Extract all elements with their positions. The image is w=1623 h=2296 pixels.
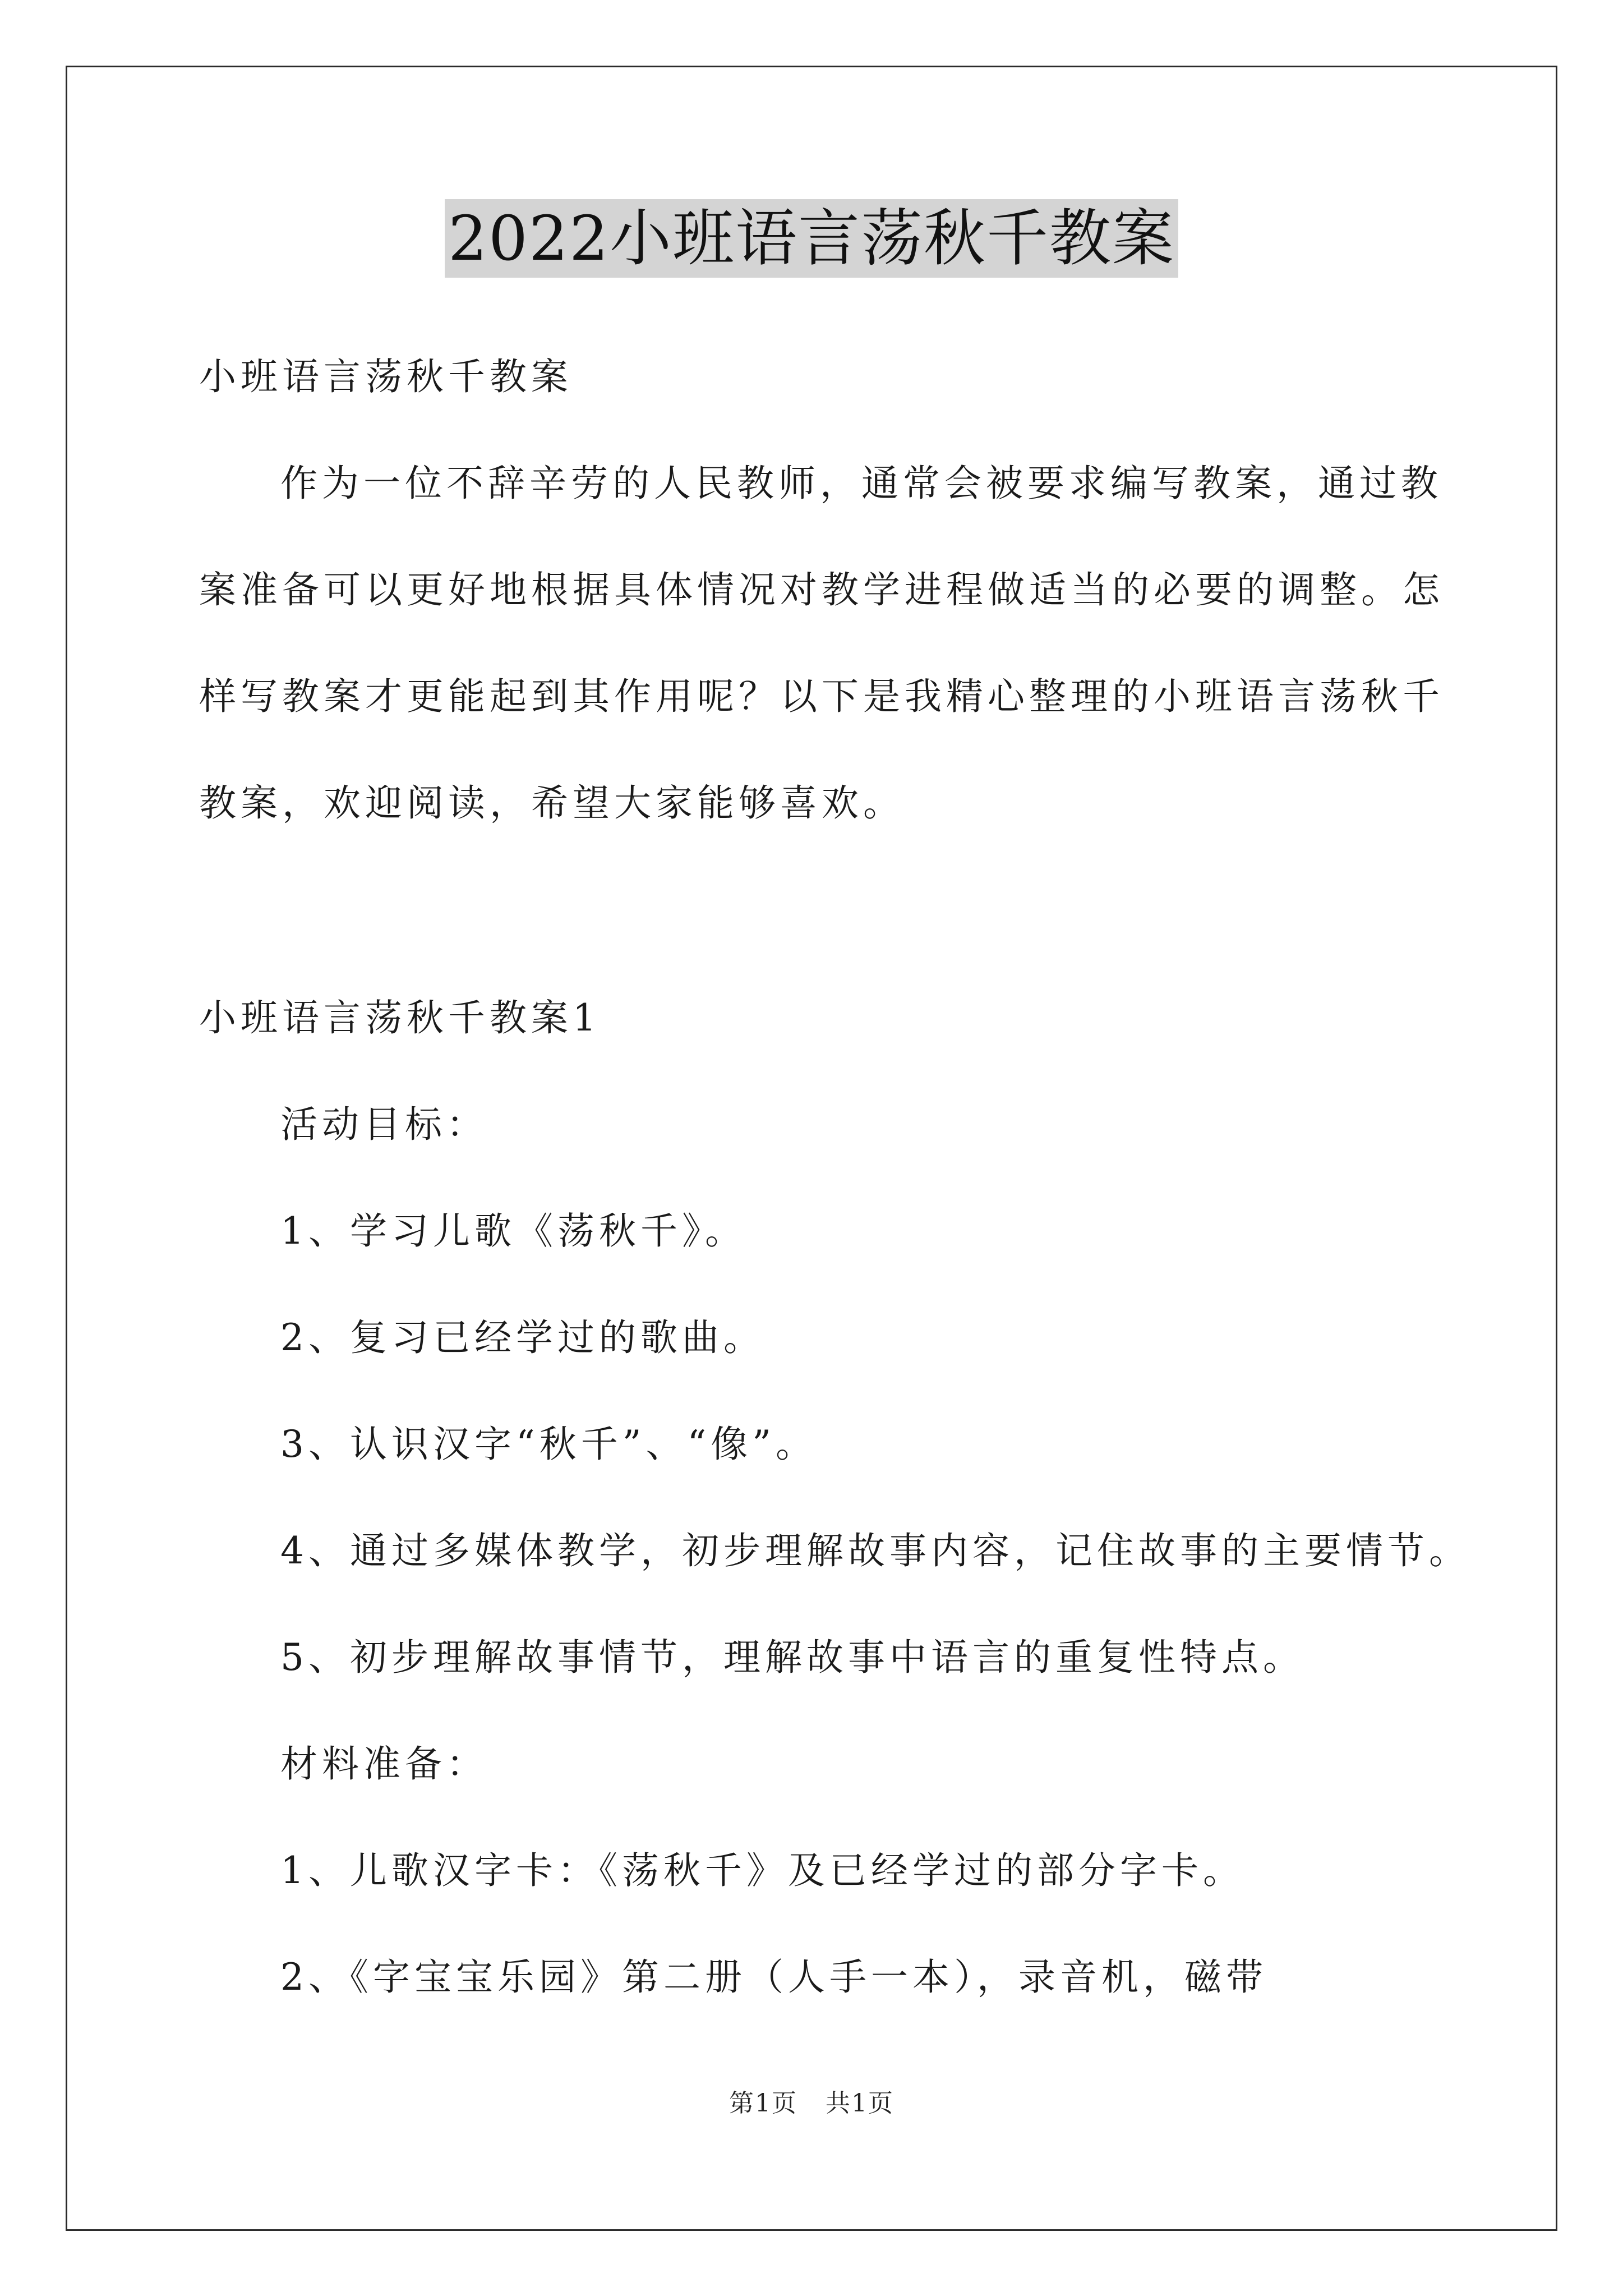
section-heading: 小班语言荡秋千教案1 (199, 996, 601, 1039)
material-item: 2、《字宝宝乐园》第二册（人手一本），录音机，磁带 (280, 1955, 1267, 1999)
intro-line: 教案，欢迎阅读，希望大家能够喜欢。 (199, 781, 905, 825)
intro-line: 作为一位不辞辛劳的人民教师，通常会被要求编写教案，通过教 (280, 462, 1442, 505)
material-item: 1、儿歌汉字卡：《荡秋千》及已经学过的部分字卡。 (280, 1849, 1244, 1892)
page-number: 第1页 (729, 2089, 797, 2118)
goals-heading: 活动目标： (280, 1103, 488, 1146)
goal-item: 3、认识汉字“秋千”、“像”。 (280, 1423, 817, 1466)
intro-line: 案准备可以更好地根据具体情况对教学进程做适当的必要的调整。怎 (199, 568, 1444, 611)
materials-heading: 材料准备： (280, 1742, 488, 1786)
page-footer (0, 2087, 1623, 2120)
goal-item: 4、通过多媒体教学，初步理解故事内容，记住故事的主要情节。 (280, 1529, 1470, 1572)
document-subtitle: 小班语言荡秋千教案 (199, 355, 573, 398)
goal-item: 2、复习已经学过的歌曲。 (280, 1316, 765, 1359)
document-title: 2022小班语言荡秋千教案 (445, 199, 1178, 278)
goal-item: 1、学习儿歌《荡秋千》。 (280, 1209, 746, 1253)
goal-item: 5、初步理解故事情节，理解故事中语言的重复性特点。 (280, 1636, 1304, 1679)
intro-line: 样写教案才更能起到其作用呢？以下是我精心整理的小班语言荡秋千 (199, 675, 1444, 718)
title-container (0, 199, 1623, 278)
page-total: 共1页 (826, 2089, 894, 2118)
